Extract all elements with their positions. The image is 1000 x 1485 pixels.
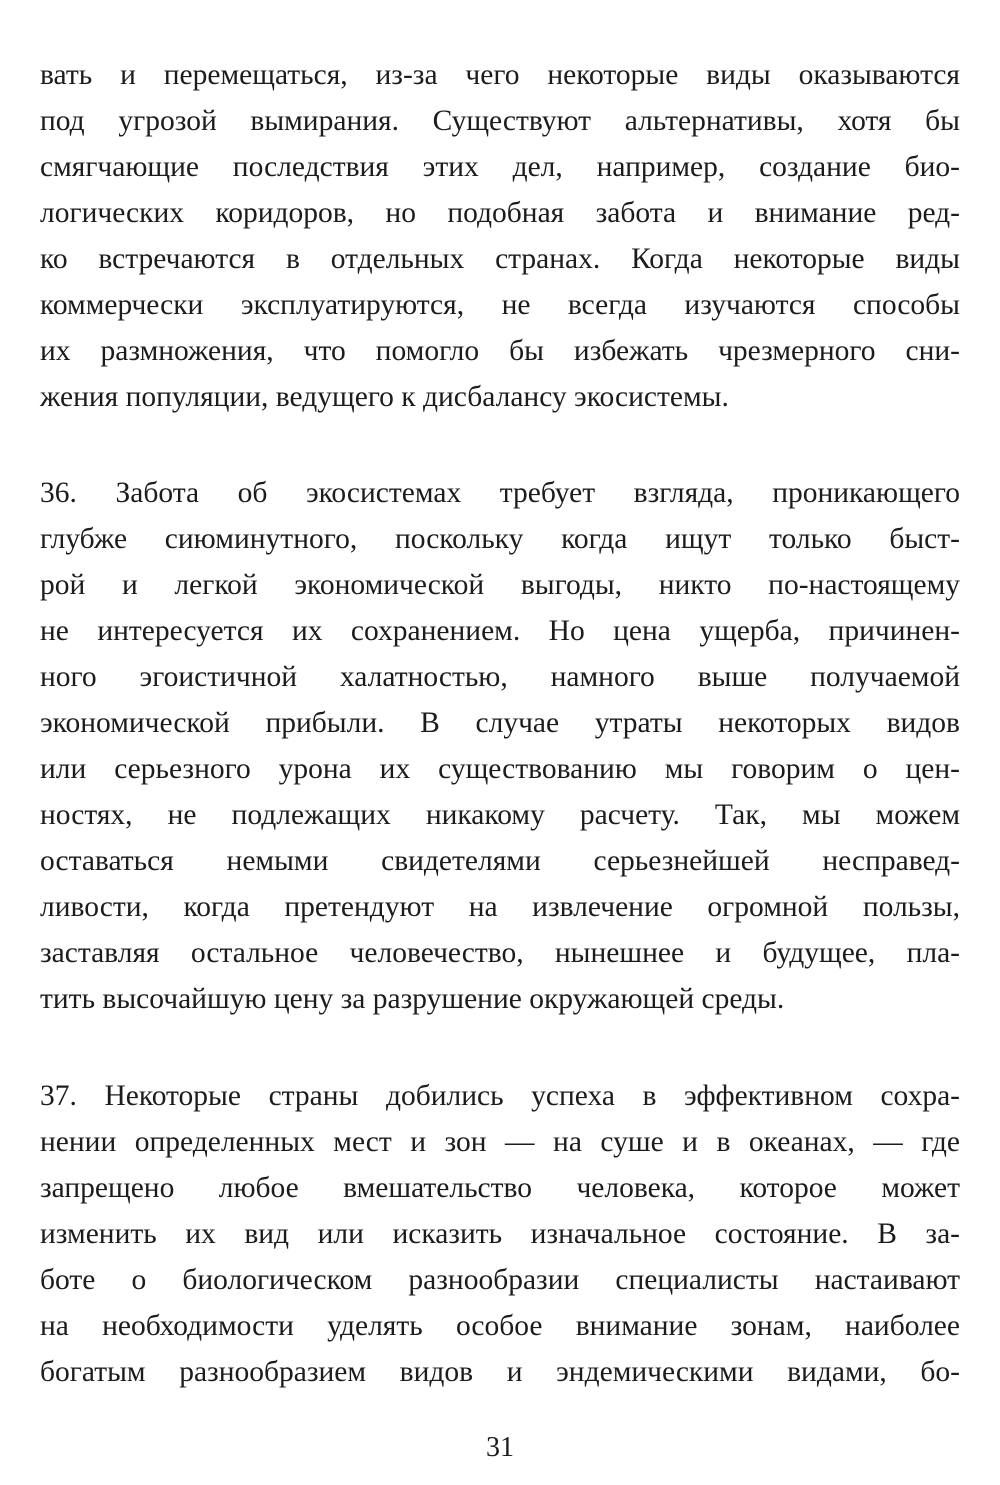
text-line: не интересуется их сохранением. Но цена ущерба, причинен- [40,615,960,647]
text-line: смягчающие последствия этих дел, например, создание био- [40,151,960,183]
text-line: ко встречаются в отдельных странах. Когда некоторые виды [40,243,960,275]
text-line: ливости, когда претендуют на извлечение огромной пользы, [40,891,960,923]
text-line: тить высочайшую цену за разрушение окружающей среды. [40,983,785,1015]
text-line: на необходимости уделять особое внимание зонам, наиболее [40,1310,960,1342]
text-line: жения популяции, ведущего к дисбалансу экосистемы. [40,381,729,413]
text-line: вать и перемещаться, из-за чего некоторые виды оказываются [40,59,960,91]
page-number: 31 [486,1432,514,1463]
paragraph-35-continuation [40,52,960,420]
text-line: ностях, не подлежащих никакому расчету. Так, мы можем [40,799,960,831]
text-line: их размножения, что помогло бы избежать чрезмерного сни- [40,335,960,367]
text-line: заставляя остальное человечество, нынешнее и будущее, пла- [40,937,960,969]
text-line: оставаться немыми свидетелями серьезнейшей несправед- [40,845,960,877]
text-line: 37. Некоторые страны добились успеха в эффективном сохра- [40,1080,960,1112]
text-line: боте о биологическом разнообразии специалисты настаивают [40,1264,960,1296]
text-line: ного эгоистичной халатностью, намного выше получаемой [40,661,960,693]
text-line: богатым разнообразием видов и эндемическими видами, бо- [40,1356,960,1388]
text-line: 36. Забота об экосистемах требует взгляда, проникающего [40,477,960,509]
text-line: экономической прибыли. В случае утраты некоторых видов [40,707,960,739]
text-line: логических коридоров, но подобная забота и внимание ред- [40,197,960,229]
text-line: изменить их вид или исказить изначальное состояние. В за- [40,1218,960,1250]
text-line: запрещено любое вмешательство человека, которое может [40,1172,960,1204]
text-line: нении определенных мест и зон — на суше и в океанах, — где [40,1126,960,1158]
text-line: под угрозой вымирания. Существуют альтернативы, хотя бы [40,105,960,137]
paragraph-37 [40,1073,960,1395]
paragraph-36 [40,470,960,1022]
text-line: или серьезного урона их существованию мы говорим о цен- [40,753,960,785]
text-line: коммерчески эксплуатируются, не всегда изучаются способы [40,289,960,321]
text-line: глубже сиюминутного, поскольку когда ищут только быст- [40,523,960,555]
text-line: рой и легкой экономической выгоды, никто по-настоящему [40,569,960,601]
